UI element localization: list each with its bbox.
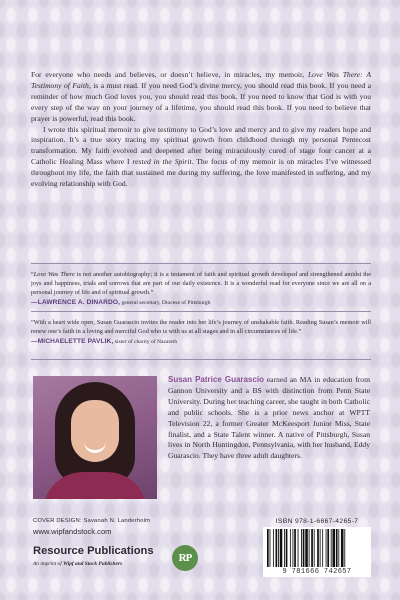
publisher-name: Resource Publications [33,545,154,557]
book-title-italic: Love Was There: A Testimony of Faith [31,70,371,90]
barcode-bar [314,529,315,567]
quote-body: is not another autobiography; it is a testament of faith and spiritual growth developed and strengthened amidst the joys and happiness, trials and sorrows that are part of our daily existence. It is a wonderful read for everyone since we are all on a personal journey of life and of spiritual growth.” [31,271,372,296]
barcode-bar [303,529,305,567]
barcode-bar [336,529,338,567]
isbn-label: ISBN 978-1-6667-4265-7 [275,518,359,525]
quoted-book-title: Love Was There [33,271,75,278]
blurb-text: , is a must read. If you need God’s divine mercy, you should read this book. If you need a reminder of how much God loves you, you should read this book. If you need to know that God is with you every step of the way on your journey of a lifetime, you should read this book. If you need to believe that prayer is powerful, read this book. [31,80,371,123]
endorser-name: —MICHAELETTE PAVLIK, [31,337,114,345]
endorsement-attribution [31,338,371,347]
divider [31,311,371,312]
author-name: Susan Patrice Guarascio [168,375,264,384]
blurb-text: . The focus of my memoir is on miracles I’ve witnessed throughout my life, the faith that sustained me during my suffering, the love manifested in suffering, and my evolving relationship with God. [31,157,372,189]
endorsement-text: “With a heart wide open, Susan Guarascio invites the reader into her life’s journey of unshakable faith. Reading Susan’s memoir will renew one’s faith in a loving and merciful God who is with us at all stages and in all circumstances of life.” [31,319,371,335]
blurb-italic: rested in the Spirit [132,157,192,167]
barcode-bar [327,529,329,567]
blurb-text: For everyone who needs and believes, or doesn’t believe, in miracles, my memoir, [31,70,308,79]
author-photo [33,376,157,499]
barcode-bar [344,529,345,567]
divider [31,263,371,264]
barcode-bar [278,529,279,567]
cover-design-credit: COVER DESIGN: Savanah N. Landerholm [33,518,151,524]
barcode-bars [267,529,367,567]
endorser-name: —LAWRENCE A. DINARDO, [31,298,121,306]
barcode-bar [284,529,285,567]
barcode-bar [341,529,344,567]
barcode-bar [294,529,296,567]
barcode-bar [290,529,291,567]
endorser-title: sister of charity of Nazareth [113,338,178,345]
barcode-bar [270,529,271,567]
barcode-bar [326,529,327,567]
endorsement-1 [31,271,371,308]
barcode-bar [293,529,294,567]
barcode-bar [273,529,274,567]
barcode-bar [267,529,269,567]
barcode-bar [320,529,321,567]
barcode-bar [305,529,308,567]
barcode-bar [309,529,310,567]
publisher-website: www.wipfandstock.com [33,527,112,536]
back-cover-blurb [31,70,371,190]
barcode-bar [301,529,302,567]
barcode-bar [322,529,323,567]
author-bio-text: earned an MA in education from Gannon University and a BS with distinction from Penn State University. During her teaching career, she taught in both Catholic and public schools. She is a prior news anchor at WPTT Television 22, a former Greater McKeesport Junior Miss, State finalist, and a State Talent winner. A native of Pittsburgh, Susan lives in North Huntingdon, Pennsylvania, with her husband, Eddy Guarascio. They have three adult daughters. [168,375,370,461]
blurb-paragraph-2 [31,125,371,190]
barcode-bar [276,529,278,567]
publisher-logo: RP [172,545,198,571]
quote-mark: “ [31,271,34,278]
barcode-number: 9 781666 742657 [282,568,352,576]
author-bio [168,375,370,462]
imprint-parent: Wipf and Stock Publishers [63,561,123,567]
barcode-bar [331,529,332,567]
endorsement-text [31,271,371,298]
isbn-barcode [263,527,371,577]
blurb-paragraph-1 [31,70,371,125]
barcode-bar [298,529,299,567]
imprint-text: An imprint of [33,561,64,567]
barcode-bar [311,529,313,567]
barcode-bar [286,529,288,567]
blurb-text: I wrote this spiritual memoir to give testimony to God’s love and mercy and to give my readers hope and inspiration. It’s a true story tracing my spiritual growth from childhood through my personal Pentecost transformation. My faith evolved and deepened after being miraculously cured of stage four cancer at a Catholic Healing Mass where I [31,124,371,167]
publisher-imprint [33,561,122,567]
barcode-bar [332,529,335,567]
divider [31,359,371,360]
barcode-bar [338,529,339,567]
endorsement-2 [31,319,371,347]
barcode-bar [280,529,283,567]
endorsement-attribution [31,299,371,308]
endorser-title: general secretary, Diocese of Pittsburgh [120,299,211,306]
barcode-bar [317,529,319,567]
